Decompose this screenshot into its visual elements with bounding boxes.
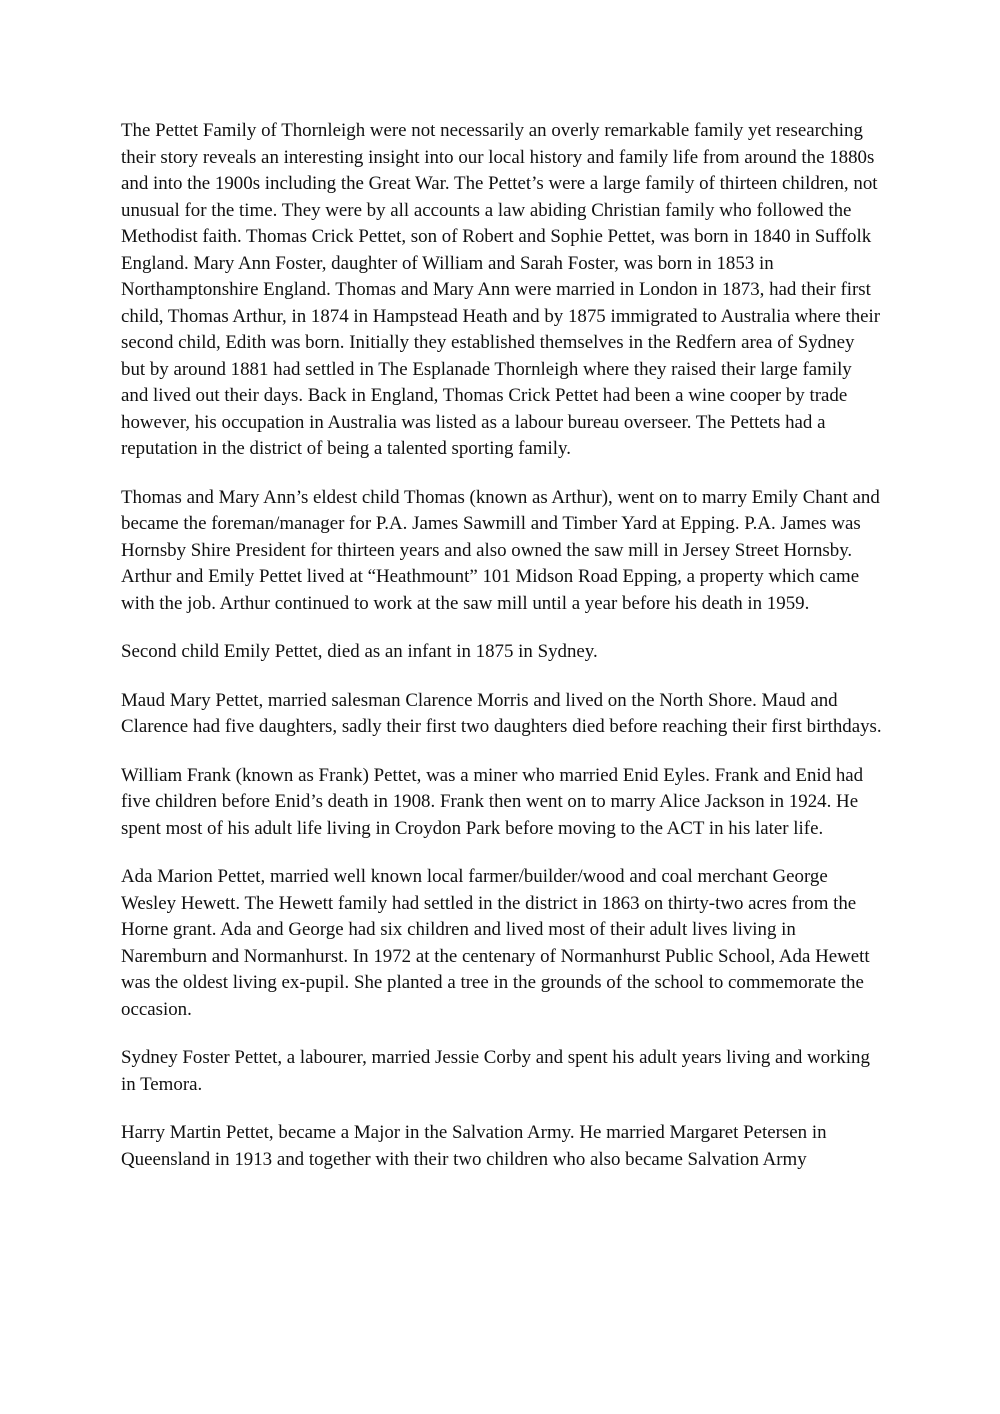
paragraph-sydney-foster: Sydney Foster Pettet, a labourer, married Jessie Corby and spent his adult years living and working in Temora. [121, 1047, 870, 1095]
paragraph-family-introduction: The Pettet Family of Thornleigh were not necessarily an overly remarkable family yet researching their story reveals an interesting insight into our local history and family life from around the 1880s and into the 1900s including the Great War. The Pettet’s were a large family of thirteen children, not unusual for the time. They were by all accounts a law abiding Christian family who followed the Methodist faith. Thomas Crick Pettet, son of Robert and Sophie Pettet, was born in 1840 in Suffolk England. Mary Ann Foster, daughter of William and Sarah Foster, was born in 1853 in Northamptonshire England. Thomas and Mary Ann were married in London in 1873, had their first child, Thomas Arthur, in 1874 in Hampstead Heath and by 1875 immigrated to Australia where their second child, Edith was born. Initially they established themselves in the Redfern area of Sydney but by around 1881 had settled in The Esplanade Thornleigh where they raised their large family and lived out their days. Back in England, Thomas Crick Pettet had been a wine cooper by trade however, his occupation in Australia was listed as a labour bureau overseer. The Pettets had a reputation in the district of being a talented sporting family. [121, 120, 881, 459]
paragraph-ada-marion: Ada Marion Pettet, married well known local farmer/builder/wood and coal merchant George Wesley Hewett. The Hewett family had settled in the district in 1863 on thirty-two acres from the Horne grant. Ada and George had six children and lived most of their adult lives living in Naremburn and Normanhurst. In 1972 at the centenary of Normanhurst Public School, Ada Hewett was the oldest living ex-pupil. She planted a tree in the grounds of the school to commemorate the occasion. [121, 866, 870, 1020]
paragraph-thomas-arthur: Thomas and Mary Ann’s eldest child Thomas (known as Arthur), went on to marry Emily Chant and became the foreman/manager for P.A. James Sawmill and Timber Yard at Epping. P.A. James was Hornsby Shire President for thirteen years and also owned the saw mill in Jersey Street Hornsby. Arthur and Emily Pettet lived at “Heathmount” 101 Midson Road Epping, a property which came with the job. Arthur continued to work at the saw mill until a year before his death in 1959. [121, 486, 880, 614]
document-body [121, 118, 882, 1173]
paragraph-harry-martin: Harry Martin Pettet, became a Major in the Salvation Army. He married Margaret Petersen in Queensland in 1913 and together with their two children who also became Salvation Army [121, 1122, 827, 1170]
paragraph-maud-mary: Maud Mary Pettet, married salesman Clarence Morris and lived on the North Shore. Maud and Clarence had five daughters, sadly their first two daughters died before reaching their first birthdays. [121, 689, 882, 737]
paragraph-william-frank: William Frank (known as Frank) Pettet, was a miner who married Enid Eyles. Frank and Enid had five children before Enid’s death in 1908. Frank then went on to marry Alice Jackson in 1924. He spent most of his adult life living in Croydon Park before moving to the ACT in his later life. [121, 764, 864, 839]
paragraph-emily: Second child Emily Pettet, died as an infant in 1875 in Sydney. [121, 641, 598, 662]
